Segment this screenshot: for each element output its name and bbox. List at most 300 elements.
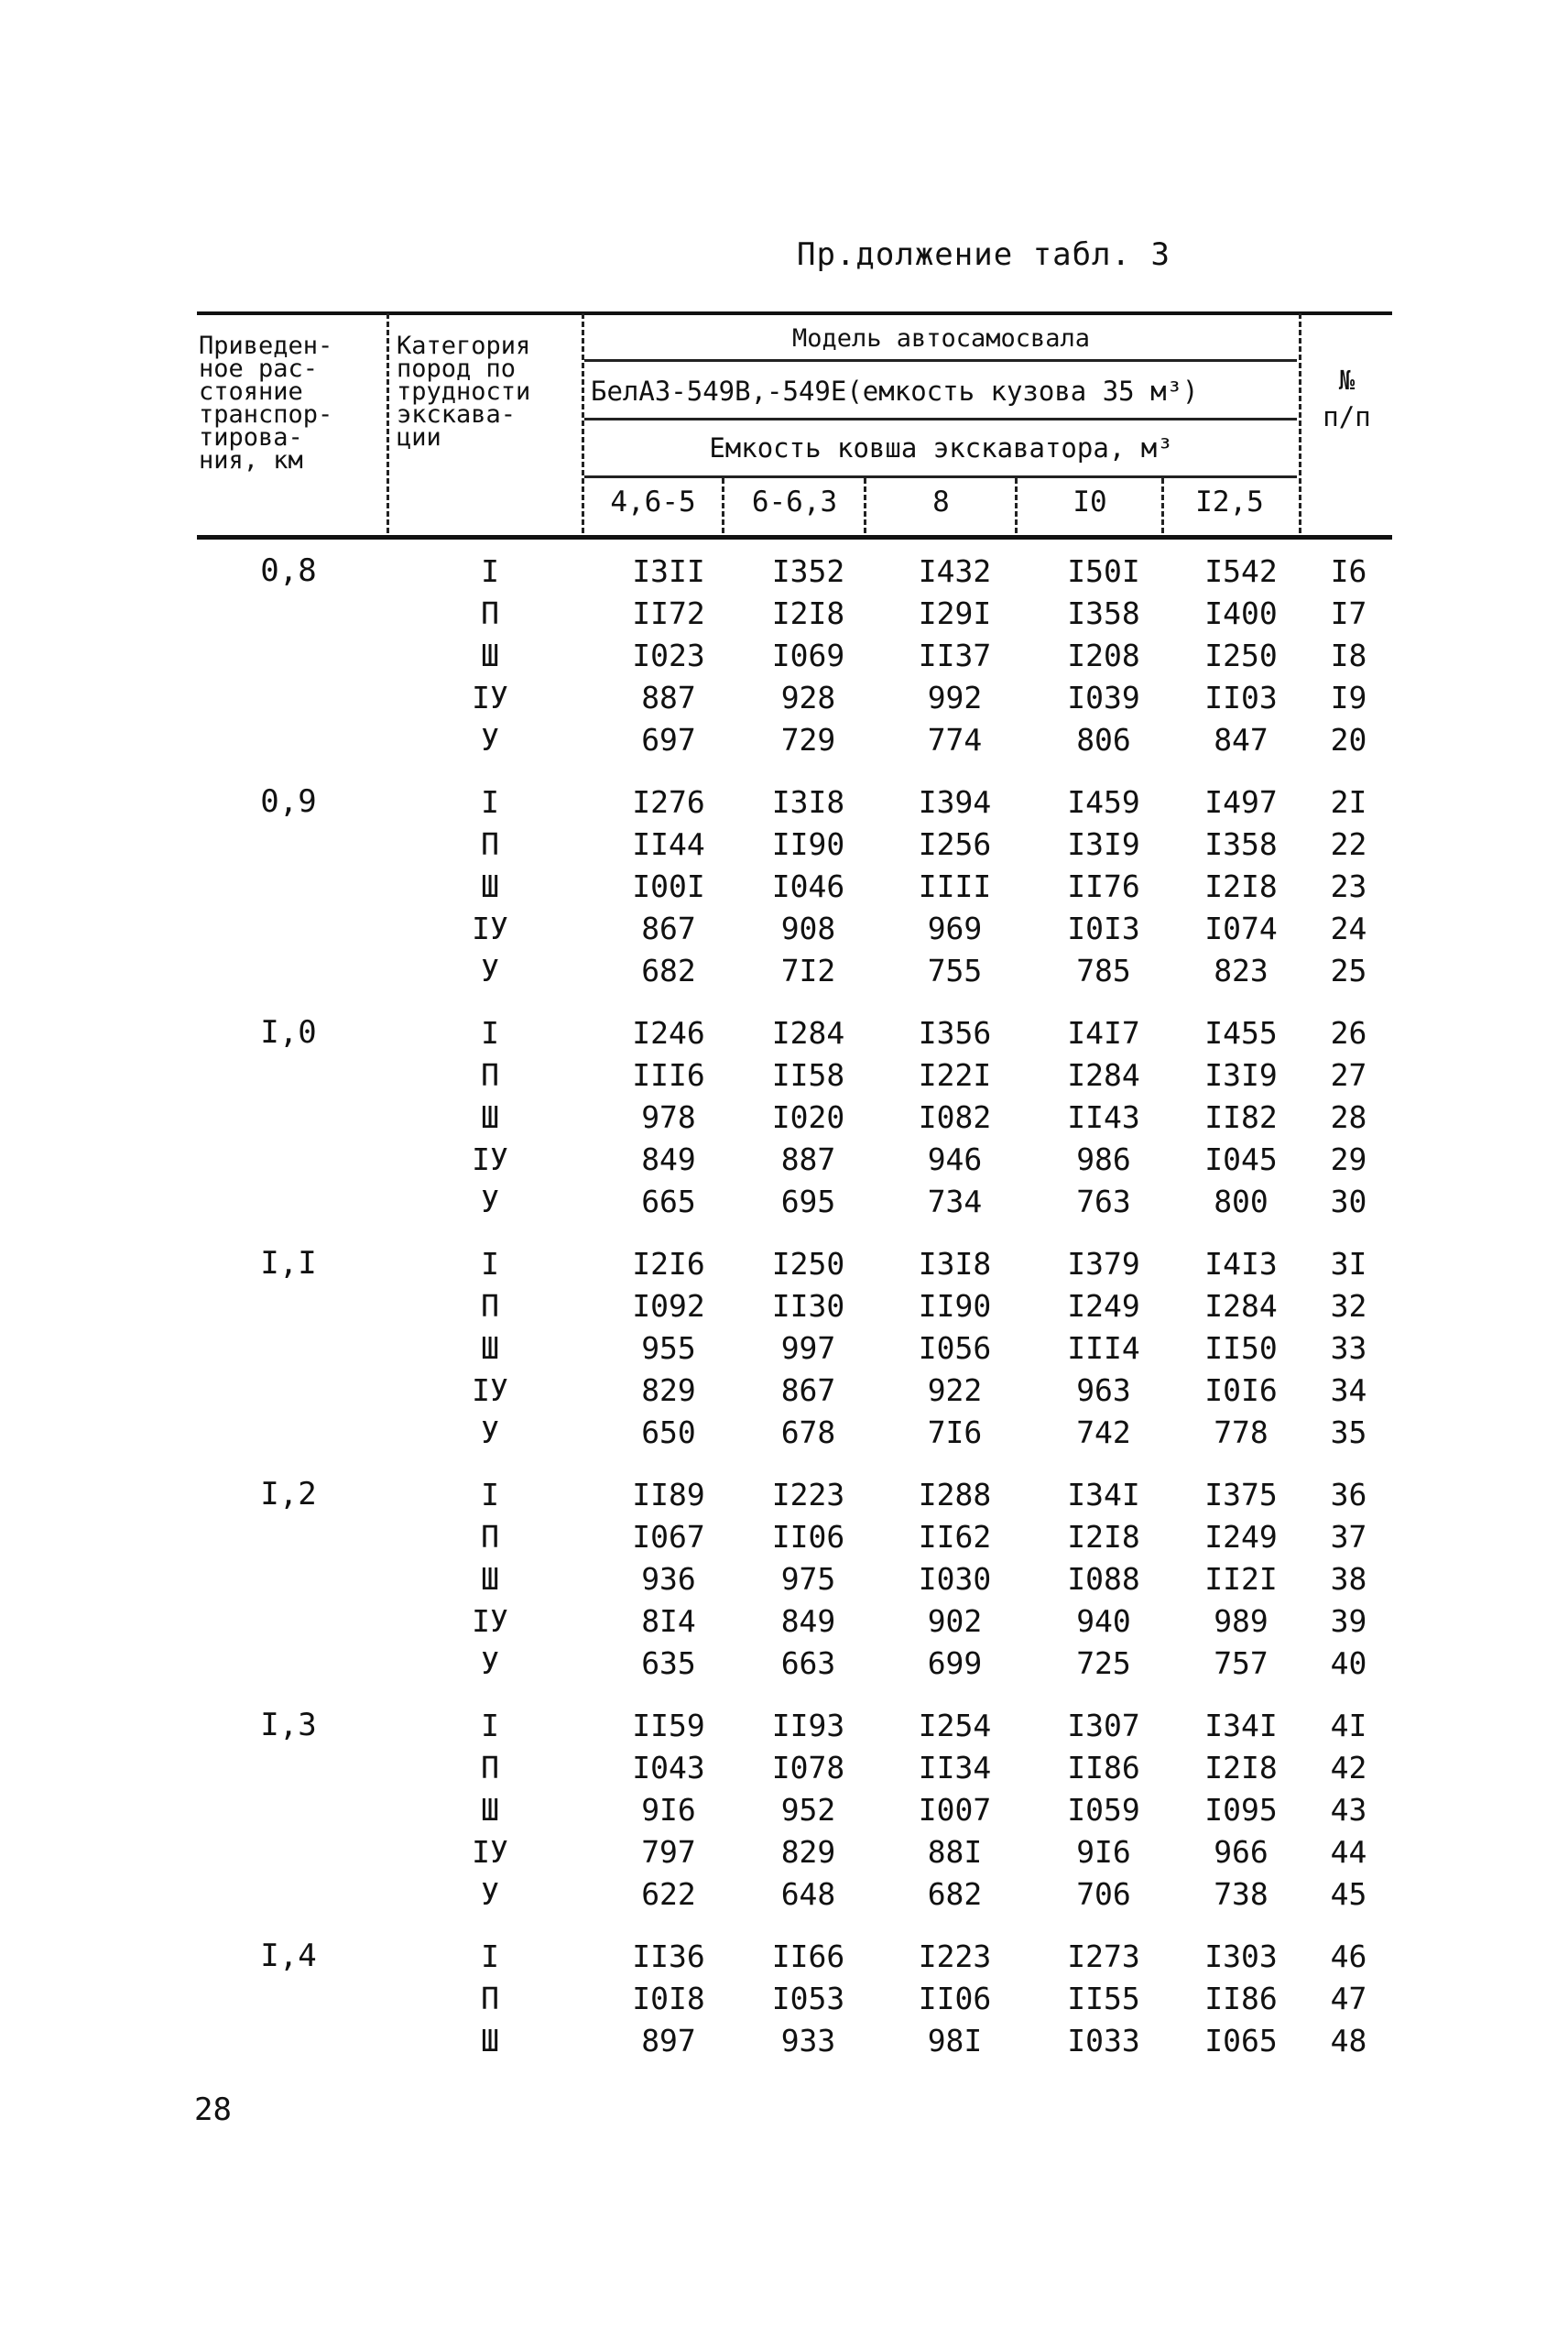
header-model-rule bbox=[584, 359, 1297, 362]
productivity-cell: II72 bbox=[632, 595, 705, 631]
productivity-cell: I358 bbox=[1204, 825, 1278, 862]
distance-value: I,4 bbox=[260, 1938, 317, 1974]
productivity-cell: 695 bbox=[780, 1183, 836, 1219]
row-number: 43 bbox=[1330, 1791, 1367, 1828]
table-row bbox=[380, 1096, 1392, 1138]
group-rows bbox=[380, 1011, 1392, 1222]
productivity-cell: II89 bbox=[632, 1476, 705, 1512]
row-number: 39 bbox=[1330, 1602, 1367, 1639]
header-belaz-rule bbox=[584, 418, 1297, 420]
productivity-cell: I043 bbox=[632, 1749, 705, 1785]
productivity-cell: 966 bbox=[1214, 1833, 1269, 1870]
row-number: 28 bbox=[1330, 1098, 1367, 1135]
row-number: 29 bbox=[1330, 1141, 1367, 1177]
table-row bbox=[380, 1411, 1392, 1453]
productivity-cell: 738 bbox=[1214, 1875, 1269, 1912]
productivity-cell: 867 bbox=[780, 1371, 836, 1408]
productivity-cell: 946 bbox=[927, 1141, 983, 1177]
row-number: 46 bbox=[1330, 1938, 1367, 1974]
table-row bbox=[380, 592, 1392, 634]
productivity-cell: 849 bbox=[641, 1141, 696, 1177]
distance-group bbox=[197, 550, 1392, 760]
rock-category: П bbox=[481, 1980, 499, 2016]
productivity-cell: I276 bbox=[632, 783, 705, 820]
productivity-cell: 734 bbox=[927, 1183, 983, 1219]
header-divider-1 bbox=[387, 313, 389, 533]
productivity-cell: 997 bbox=[780, 1329, 836, 1366]
header-top-rule bbox=[197, 311, 1392, 315]
rock-category: I bbox=[481, 552, 499, 589]
row-number: 32 bbox=[1330, 1287, 1367, 1324]
rock-category: IУ bbox=[472, 1833, 508, 1870]
productivity-cell: I497 bbox=[1204, 783, 1278, 820]
table-row bbox=[380, 1180, 1392, 1222]
distance-group bbox=[197, 1242, 1392, 1453]
table-row bbox=[380, 2019, 1392, 2061]
rock-category: У bbox=[481, 1644, 499, 1681]
rock-category: Ш bbox=[481, 1560, 499, 1597]
productivity-cell: I069 bbox=[771, 637, 845, 673]
productivity-cell: 969 bbox=[927, 910, 983, 946]
row-number: 33 bbox=[1330, 1329, 1367, 1366]
productivity-cell: 742 bbox=[1076, 1414, 1131, 1450]
productivity-cell: I432 bbox=[918, 552, 992, 589]
table-row bbox=[380, 1557, 1392, 1600]
productivity-cell: II06 bbox=[918, 1980, 992, 2016]
productivity-cell: 622 bbox=[641, 1875, 696, 1912]
header-bucket-rule bbox=[584, 475, 1297, 478]
productivity-cell: I223 bbox=[918, 1938, 992, 1974]
rock-category: У bbox=[481, 1414, 499, 1450]
row-number: 4I bbox=[1330, 1707, 1367, 1743]
row-number: 24 bbox=[1330, 910, 1367, 946]
productivity-cell: I0I8 bbox=[632, 1980, 705, 2016]
productivity-cell: I249 bbox=[1067, 1287, 1140, 1324]
productivity-cell: 8I4 bbox=[641, 1602, 696, 1639]
rock-category: I bbox=[481, 1245, 499, 1282]
productivity-cell: I246 bbox=[632, 1014, 705, 1051]
table-header bbox=[197, 302, 1392, 541]
productivity-cell: I400 bbox=[1204, 595, 1278, 631]
productivity-cell: II90 bbox=[771, 825, 845, 862]
productivity-cell: I223 bbox=[771, 1476, 845, 1512]
header-category-line-3: трудности bbox=[397, 377, 531, 406]
productivity-cell: II58 bbox=[771, 1056, 845, 1093]
header-distance-line-4: транспор- bbox=[199, 400, 333, 429]
table-row bbox=[380, 1138, 1392, 1180]
productivity-cell: I046 bbox=[771, 868, 845, 904]
rock-category: I bbox=[481, 783, 499, 820]
productivity-cell: III4 bbox=[1067, 1329, 1140, 1366]
productivity-cell: II44 bbox=[632, 825, 705, 862]
row-number: 25 bbox=[1330, 952, 1367, 988]
rock-category: IУ bbox=[472, 1371, 508, 1408]
row-number: I9 bbox=[1330, 679, 1367, 715]
productivity-cell: I023 bbox=[632, 637, 705, 673]
rock-category: Ш bbox=[481, 868, 499, 904]
rock-category: П bbox=[481, 1287, 499, 1324]
distance-value: I,2 bbox=[260, 1476, 317, 1512]
table-row bbox=[380, 1788, 1392, 1830]
productivity-cell: II66 bbox=[771, 1938, 845, 1974]
productivity-cell: II34 bbox=[918, 1749, 992, 1785]
productivity-cell: II62 bbox=[918, 1518, 992, 1555]
table-row bbox=[380, 1935, 1392, 1977]
productivity-cell: I4I3 bbox=[1204, 1245, 1278, 1282]
productivity-cell: I2I8 bbox=[1204, 1749, 1278, 1785]
productivity-cell: 940 bbox=[1076, 1602, 1131, 1639]
rock-category: П bbox=[481, 825, 499, 862]
productivity-cell: I0I6 bbox=[1204, 1371, 1278, 1408]
row-number: 36 bbox=[1330, 1476, 1367, 1512]
rock-category: I bbox=[481, 1476, 499, 1512]
productivity-cell: 98I bbox=[927, 2022, 983, 2058]
productivity-cell: I020 bbox=[771, 1098, 845, 1135]
row-number: 38 bbox=[1330, 1560, 1367, 1597]
distance-group bbox=[197, 1473, 1392, 1684]
productivity-cell: 729 bbox=[780, 721, 836, 758]
productivity-cell: II59 bbox=[632, 1707, 705, 1743]
table-row bbox=[380, 1369, 1392, 1411]
header-category-line-4: экскава- bbox=[397, 400, 517, 429]
rock-category: Ш bbox=[481, 1098, 499, 1135]
productivity-cell: 922 bbox=[927, 1371, 983, 1408]
row-number: 20 bbox=[1330, 721, 1367, 758]
group-rows bbox=[380, 1935, 1392, 2061]
productivity-cell: I2I8 bbox=[1204, 868, 1278, 904]
header-category-line-1: Категория bbox=[397, 332, 531, 360]
rock-category: Ш bbox=[481, 1791, 499, 1828]
distance-value: I,0 bbox=[260, 1014, 317, 1051]
productivity-cell: I249 bbox=[1204, 1518, 1278, 1555]
row-number: 45 bbox=[1330, 1875, 1367, 1912]
header-bucket: Емкость ковша экскаватора, м³ bbox=[709, 432, 1173, 464]
group-rows bbox=[380, 1704, 1392, 1915]
productivity-cell: 778 bbox=[1214, 1414, 1269, 1450]
productivity-cell: I3II bbox=[632, 552, 705, 589]
rock-category: У bbox=[481, 721, 499, 758]
row-number: 37 bbox=[1330, 1518, 1367, 1555]
productivity-cell: 7I2 bbox=[780, 952, 836, 988]
rock-category: У bbox=[481, 1183, 499, 1219]
productivity-cell: I455 bbox=[1204, 1014, 1278, 1051]
productivity-cell: 785 bbox=[1076, 952, 1131, 988]
productivity-cell: I030 bbox=[918, 1560, 992, 1597]
productivity-cell: 88I bbox=[927, 1833, 983, 1870]
productivity-cell: I067 bbox=[632, 1518, 705, 1555]
table-row bbox=[380, 1600, 1392, 1642]
productivity-cell: 9I6 bbox=[1076, 1833, 1131, 1870]
productivity-cell: II37 bbox=[918, 637, 992, 673]
productivity-cell: 933 bbox=[780, 2022, 836, 2058]
table-row bbox=[380, 550, 1392, 592]
productivity-cell: 928 bbox=[780, 679, 836, 715]
productivity-cell: I4I7 bbox=[1067, 1014, 1140, 1051]
productivity-cell: II43 bbox=[1067, 1098, 1140, 1135]
productivity-cell: II76 bbox=[1067, 868, 1140, 904]
productivity-cell: I358 bbox=[1067, 595, 1140, 631]
productivity-cell: I284 bbox=[771, 1014, 845, 1051]
productivity-cell: 897 bbox=[641, 2022, 696, 2058]
table-row bbox=[380, 1327, 1392, 1369]
row-number: 35 bbox=[1330, 1414, 1367, 1450]
header-capacity-2: 6-6,3 bbox=[751, 486, 838, 519]
row-number: 48 bbox=[1330, 2022, 1367, 2058]
table-row bbox=[380, 676, 1392, 718]
productivity-cell: 797 bbox=[641, 1833, 696, 1870]
row-number: 23 bbox=[1330, 868, 1367, 904]
header-belaz: БелАЗ-549В,-549Е(емкость кузова 35 м³) bbox=[591, 376, 1199, 407]
header-distance-line-1: Приведен- bbox=[199, 332, 333, 360]
row-number: I8 bbox=[1330, 637, 1367, 673]
productivity-cell: 978 bbox=[641, 1098, 696, 1135]
productivity-cell: 697 bbox=[641, 721, 696, 758]
productivity-cell: I074 bbox=[1204, 910, 1278, 946]
header-distance-line-5: тирова- bbox=[199, 423, 303, 452]
productivity-cell: 992 bbox=[927, 679, 983, 715]
group-rows bbox=[380, 1242, 1392, 1453]
header-number-sign: № bbox=[1338, 365, 1356, 396]
row-number: 44 bbox=[1330, 1833, 1367, 1870]
productivity-cell: II86 bbox=[1067, 1749, 1140, 1785]
productivity-cell: I50I bbox=[1067, 552, 1140, 589]
productivity-cell: I065 bbox=[1204, 2022, 1278, 2058]
row-number: 30 bbox=[1330, 1183, 1367, 1219]
distance-group bbox=[197, 1935, 1392, 2061]
productivity-cell: 648 bbox=[780, 1875, 836, 1912]
distance-value: 0,9 bbox=[260, 783, 317, 820]
rock-category: IУ bbox=[472, 910, 508, 946]
productivity-cell: 955 bbox=[641, 1329, 696, 1366]
productivity-cell: I059 bbox=[1067, 1791, 1140, 1828]
distance-group bbox=[197, 781, 1392, 991]
productivity-cell: 887 bbox=[780, 1141, 836, 1177]
page-number: 28 bbox=[194, 2091, 232, 2128]
productivity-cell: II06 bbox=[771, 1518, 845, 1555]
productivity-cell: I092 bbox=[632, 1287, 705, 1324]
productivity-cell: 887 bbox=[641, 679, 696, 715]
productivity-cell: 635 bbox=[641, 1644, 696, 1681]
row-number: I7 bbox=[1330, 595, 1367, 631]
productivity-cell: I045 bbox=[1204, 1141, 1278, 1177]
table-row bbox=[380, 1977, 1392, 2019]
productivity-cell: 706 bbox=[1076, 1875, 1131, 1912]
rock-category: IУ bbox=[472, 1602, 508, 1639]
productivity-cell: II82 bbox=[1204, 1098, 1278, 1135]
productivity-cell: I039 bbox=[1067, 679, 1140, 715]
header-distance-line-3: стояние bbox=[199, 377, 303, 406]
rock-category: У bbox=[481, 952, 499, 988]
productivity-cell: 847 bbox=[1214, 721, 1269, 758]
productivity-cell: I307 bbox=[1067, 1707, 1140, 1743]
row-number: 26 bbox=[1330, 1014, 1367, 1051]
table-row bbox=[380, 1011, 1392, 1054]
table-row bbox=[380, 634, 1392, 676]
table-row bbox=[380, 781, 1392, 823]
productivity-cell: I34I bbox=[1204, 1707, 1278, 1743]
productivity-cell: II03 bbox=[1204, 679, 1278, 715]
productivity-cell: I00I bbox=[632, 868, 705, 904]
header-capacity-5: I2,5 bbox=[1195, 486, 1264, 519]
productivity-cell: I250 bbox=[771, 1245, 845, 1282]
productivity-cell: I29I bbox=[918, 595, 992, 631]
productivity-cell: II50 bbox=[1204, 1329, 1278, 1366]
table-row bbox=[380, 949, 1392, 991]
productivity-cell: I254 bbox=[918, 1707, 992, 1743]
productivity-cell: 699 bbox=[927, 1644, 983, 1681]
table-row bbox=[380, 1515, 1392, 1557]
productivity-cell: 936 bbox=[641, 1560, 696, 1597]
table-row bbox=[380, 718, 1392, 760]
productivity-cell: I22I bbox=[918, 1056, 992, 1093]
table-body bbox=[197, 550, 1392, 2081]
productivity-cell: 975 bbox=[780, 1560, 836, 1597]
rock-category: П bbox=[481, 1518, 499, 1555]
header-number-label: п/п bbox=[1323, 401, 1371, 432]
productivity-cell: II55 bbox=[1067, 1980, 1140, 2016]
productivity-cell: 682 bbox=[927, 1875, 983, 1912]
productivity-cell: I3I8 bbox=[771, 783, 845, 820]
row-number: 3I bbox=[1330, 1245, 1367, 1282]
productivity-cell: 650 bbox=[641, 1414, 696, 1450]
productivity-cell: I033 bbox=[1067, 2022, 1140, 2058]
productivity-cell: 806 bbox=[1076, 721, 1131, 758]
rock-category: I bbox=[481, 1938, 499, 1974]
productivity-cell: I053 bbox=[771, 1980, 845, 2016]
rock-category: У bbox=[481, 1875, 499, 1912]
table-row bbox=[380, 865, 1392, 907]
row-number: 27 bbox=[1330, 1056, 1367, 1093]
table-row bbox=[380, 1473, 1392, 1515]
productivity-cell: I056 bbox=[918, 1329, 992, 1366]
productivity-cell: 849 bbox=[780, 1602, 836, 1639]
header-distance-line-2: ное рас- bbox=[199, 355, 319, 383]
productivity-cell: 867 bbox=[641, 910, 696, 946]
productivity-cell: I288 bbox=[918, 1476, 992, 1512]
header-distance-line-6: ния, км bbox=[199, 446, 303, 475]
table-row bbox=[380, 823, 1392, 865]
productivity-cell: II36 bbox=[632, 1938, 705, 1974]
rock-category: IУ bbox=[472, 1141, 508, 1177]
productivity-cell: IIII bbox=[918, 868, 992, 904]
productivity-cell: 908 bbox=[780, 910, 836, 946]
productivity-cell: I3I9 bbox=[1204, 1056, 1278, 1093]
header-category-line-2: пород по bbox=[397, 355, 517, 383]
productivity-cell: II30 bbox=[771, 1287, 845, 1324]
table-row bbox=[380, 1746, 1392, 1788]
productivity-cell: I3I8 bbox=[918, 1245, 992, 1282]
table-row bbox=[380, 907, 1392, 949]
table-row bbox=[380, 1873, 1392, 1915]
productivity-cell: 682 bbox=[641, 952, 696, 988]
rock-category: Ш bbox=[481, 2022, 499, 2058]
productivity-cell: I208 bbox=[1067, 637, 1140, 673]
distance-value: I,3 bbox=[260, 1707, 317, 1743]
productivity-cell: I542 bbox=[1204, 552, 1278, 589]
productivity-cell: III6 bbox=[632, 1056, 705, 1093]
group-rows bbox=[380, 1473, 1392, 1684]
table-row bbox=[380, 1704, 1392, 1746]
productivity-cell: 989 bbox=[1214, 1602, 1269, 1639]
productivity-cell: I303 bbox=[1204, 1938, 1278, 1974]
productivity-cell: 774 bbox=[927, 721, 983, 758]
productivity-cell: I284 bbox=[1204, 1287, 1278, 1324]
productivity-cell: 829 bbox=[780, 1833, 836, 1870]
row-number: 42 bbox=[1330, 1749, 1367, 1785]
rock-category: I bbox=[481, 1707, 499, 1743]
productivity-cell: II90 bbox=[918, 1287, 992, 1324]
productivity-cell: I078 bbox=[771, 1749, 845, 1785]
rock-category: Ш bbox=[481, 637, 499, 673]
table-row bbox=[380, 1284, 1392, 1327]
productivity-cell: 725 bbox=[1076, 1644, 1131, 1681]
row-number: 47 bbox=[1330, 1980, 1367, 2016]
group-rows bbox=[380, 550, 1392, 760]
row-number: 22 bbox=[1330, 825, 1367, 862]
table-caption: Пр.должение табл. 3 bbox=[797, 236, 1171, 273]
rock-category: IУ bbox=[472, 679, 508, 715]
productivity-cell: 757 bbox=[1214, 1644, 1269, 1681]
header-bottom-rule bbox=[197, 535, 1392, 540]
productivity-cell: I356 bbox=[918, 1014, 992, 1051]
group-rows bbox=[380, 781, 1392, 991]
row-number: I6 bbox=[1330, 552, 1367, 589]
productivity-cell: I34I bbox=[1067, 1476, 1140, 1512]
rock-category: Ш bbox=[481, 1329, 499, 1366]
productivity-cell: 755 bbox=[927, 952, 983, 988]
productivity-cell: 963 bbox=[1076, 1371, 1131, 1408]
productivity-cell: 763 bbox=[1076, 1183, 1131, 1219]
header-model: Модель автосамосвала bbox=[791, 324, 1091, 353]
productivity-cell: I0I3 bbox=[1067, 910, 1140, 946]
distance-value: I,I bbox=[260, 1245, 317, 1282]
header-capacity-3: 8 bbox=[932, 486, 950, 519]
productivity-cell: II86 bbox=[1204, 1980, 1278, 2016]
productivity-cell: I2I8 bbox=[1067, 1518, 1140, 1555]
productivity-cell: 902 bbox=[927, 1602, 983, 1639]
rock-category: I bbox=[481, 1014, 499, 1051]
productivity-cell: 663 bbox=[780, 1644, 836, 1681]
productivity-cell: I3I9 bbox=[1067, 825, 1140, 862]
productivity-cell: II93 bbox=[771, 1707, 845, 1743]
distance-group bbox=[197, 1704, 1392, 1915]
productivity-cell: 823 bbox=[1214, 952, 1269, 988]
header-capacity-4: I0 bbox=[1073, 486, 1107, 519]
productivity-cell: I459 bbox=[1067, 783, 1140, 820]
rock-category: П bbox=[481, 1749, 499, 1785]
productivity-cell: I095 bbox=[1204, 1791, 1278, 1828]
productivity-cell: I2I6 bbox=[632, 1245, 705, 1282]
header-capacity-1: 4,6-5 bbox=[610, 486, 696, 519]
rock-category: П bbox=[481, 595, 499, 631]
table-row bbox=[380, 1830, 1392, 1873]
distance-group bbox=[197, 1011, 1392, 1222]
productivity-cell: I284 bbox=[1067, 1056, 1140, 1093]
table-row bbox=[380, 1642, 1392, 1684]
productivity-cell: 9I6 bbox=[641, 1791, 696, 1828]
productivity-cell: I256 bbox=[918, 825, 992, 862]
header-category-line-5: ции bbox=[397, 423, 441, 452]
productivity-cell: 829 bbox=[641, 1371, 696, 1408]
productivity-cell: I007 bbox=[918, 1791, 992, 1828]
productivity-cell: I375 bbox=[1204, 1476, 1278, 1512]
productivity-cell: I379 bbox=[1067, 1245, 1140, 1282]
table-row bbox=[380, 1242, 1392, 1284]
productivity-cell: 665 bbox=[641, 1183, 696, 1219]
productivity-cell: I2I8 bbox=[771, 595, 845, 631]
productivity-cell: 678 bbox=[780, 1414, 836, 1450]
productivity-cell: 800 bbox=[1214, 1183, 1269, 1219]
